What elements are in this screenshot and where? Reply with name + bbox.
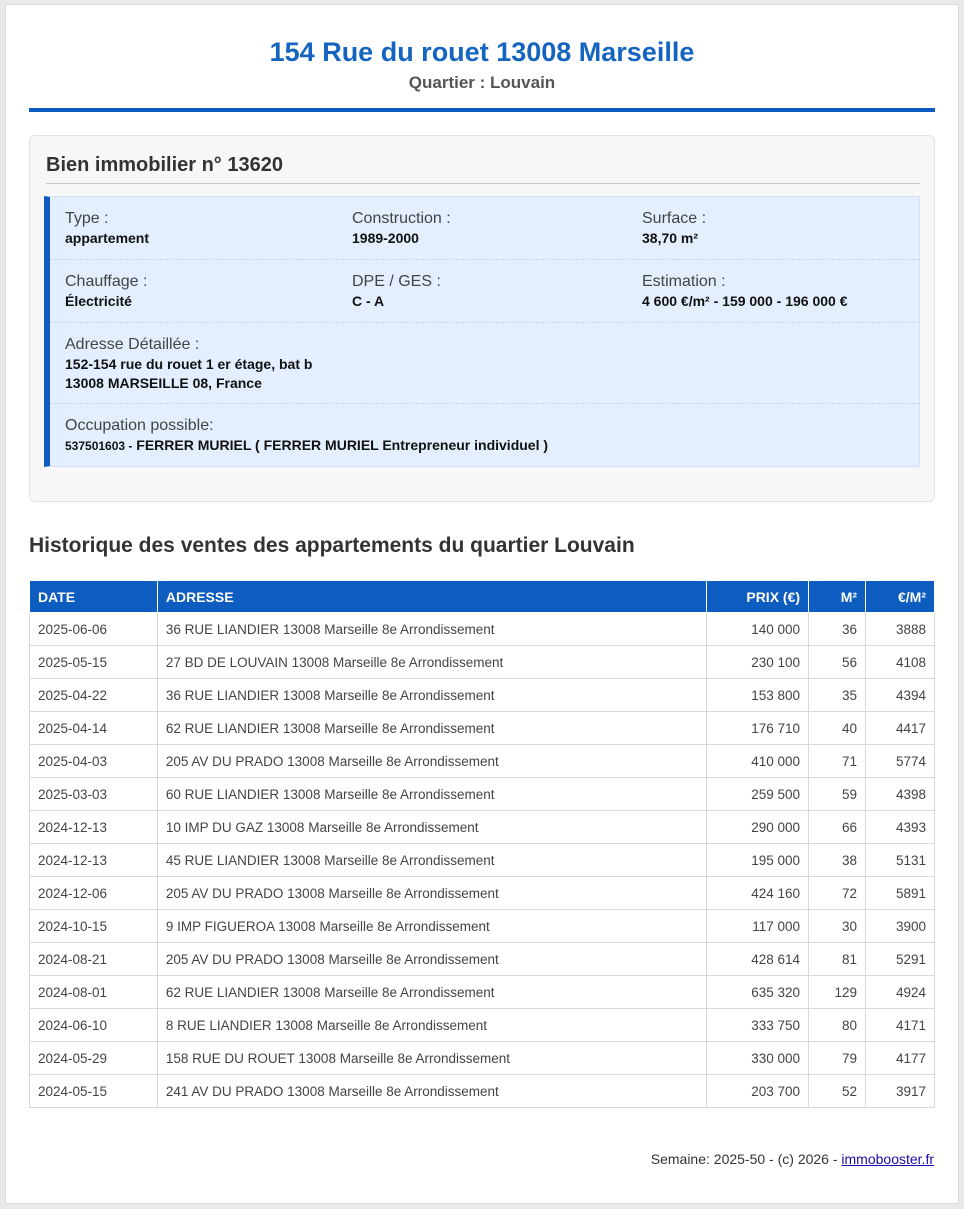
price-per-m2-cell: 4394	[866, 679, 935, 712]
address-cell: 62 RUE LIANDIER 13008 Marseille 8e Arrondissement	[157, 712, 706, 745]
dpe-label: DPE / GES :	[352, 273, 441, 290]
footer-site-link[interactable]: immobooster.fr	[841, 1151, 934, 1167]
type-label: Type :	[65, 210, 109, 227]
area-cell: 59	[809, 778, 866, 811]
property-card	[29, 135, 935, 502]
address-cell: 9 IMP FIGUEROA 13008 Marseille 8e Arrondissement	[157, 910, 706, 943]
price-cell: 153 800	[707, 679, 809, 712]
area-cell: 129	[809, 976, 866, 1009]
price-cell: 230 100	[707, 646, 809, 679]
date-cell: 2025-05-15	[30, 646, 158, 679]
date-cell: 2024-06-10	[30, 1009, 158, 1042]
date-cell: 2025-04-22	[30, 679, 158, 712]
table-row	[30, 646, 935, 679]
price-cell: 410 000	[707, 745, 809, 778]
page-title: 154 Rue du rouet 13008 Marseille	[269, 37, 695, 67]
table-row	[30, 976, 935, 1009]
price-per-m2-cell: 4108	[866, 646, 935, 679]
date-cell: 2025-04-03	[30, 745, 158, 778]
table-header-row	[30, 581, 935, 613]
price-per-m2-cell: 4924	[866, 976, 935, 1009]
table-row	[30, 943, 935, 976]
date-cell: 2025-03-03	[30, 778, 158, 811]
sales-history-title: Historique des ventes des appartements du quartier Louvain	[29, 534, 635, 557]
area-cell: 79	[809, 1042, 866, 1075]
dpe-value: C - A	[352, 293, 385, 309]
occupation-value: FERRER MURIEL ( FERRER MURIEL Entrepreneur individuel )	[136, 437, 549, 453]
estimate-label: Estimation :	[642, 273, 726, 290]
info-row-occupation	[50, 404, 920, 466]
heating-field	[65, 272, 147, 311]
area-cell: 81	[809, 943, 866, 976]
area-cell: 72	[809, 877, 866, 910]
column-header-date: DATE	[30, 581, 158, 613]
address-cell: 45 RUE LIANDIER 13008 Marseille 8e Arrondissement	[157, 844, 706, 877]
address-cell: 205 AV DU PRADO 13008 Marseille 8e Arrondissement	[157, 943, 706, 976]
area-cell: 56	[809, 646, 866, 679]
table-row	[30, 844, 935, 877]
area-cell: 52	[809, 1075, 866, 1108]
price-cell: 428 614	[707, 943, 809, 976]
address-cell: 205 AV DU PRADO 13008 Marseille 8e Arrondissement	[157, 745, 706, 778]
construction-value: 1989-2000	[352, 230, 419, 246]
address-cell: 205 AV DU PRADO 13008 Marseille 8e Arrondissement	[157, 877, 706, 910]
address-cell: 60 RUE LIANDIER 13008 Marseille 8e Arrondissement	[157, 778, 706, 811]
column-header-area: M²	[809, 581, 866, 613]
price-per-m2-cell: 5131	[866, 844, 935, 877]
property-info-panel	[44, 196, 920, 467]
price-per-m2-cell: 4177	[866, 1042, 935, 1075]
area-cell: 40	[809, 712, 866, 745]
date-cell: 2024-12-13	[30, 844, 158, 877]
table-row	[30, 910, 935, 943]
sales-table-body	[30, 613, 935, 1108]
table-row	[30, 1009, 935, 1042]
price-per-m2-cell: 4171	[866, 1009, 935, 1042]
occupation-field	[65, 416, 548, 456]
heating-label: Chauffage :	[65, 273, 148, 290]
address-cell: 241 AV DU PRADO 13008 Marseille 8e Arrondissement	[157, 1075, 706, 1108]
date-cell: 2024-05-15	[30, 1075, 158, 1108]
area-cell: 66	[809, 811, 866, 844]
footer	[651, 1151, 934, 1167]
column-header-address: ADRESSE	[157, 581, 706, 613]
price-cell: 203 700	[707, 1075, 809, 1108]
surface-field	[642, 209, 706, 248]
price-cell: 176 710	[707, 712, 809, 745]
address-cell: 36 RUE LIANDIER 13008 Marseille 8e Arrondissement	[157, 613, 706, 646]
price-cell: 117 000	[707, 910, 809, 943]
table-row	[30, 613, 935, 646]
dpe-field	[352, 272, 441, 311]
info-row-address	[50, 323, 920, 404]
info-row-energy	[50, 260, 920, 323]
type-field	[65, 209, 149, 248]
price-per-m2-cell: 4393	[866, 811, 935, 844]
area-cell: 36	[809, 613, 866, 646]
price-per-m2-cell: 5774	[866, 745, 935, 778]
price-cell: 424 160	[707, 877, 809, 910]
date-cell: 2025-06-06	[30, 613, 158, 646]
area-cell: 35	[809, 679, 866, 712]
price-cell: 333 750	[707, 1009, 809, 1042]
construction-field	[352, 209, 451, 248]
price-cell: 290 000	[707, 811, 809, 844]
sales-table	[29, 580, 935, 1108]
price-per-m2-cell: 4398	[866, 778, 935, 811]
property-title: Bien immobilier n° 13620	[46, 154, 920, 184]
footer-text: Semaine: 2025-50 - (c) 2026 -	[650, 1151, 838, 1167]
address-cell: 62 RUE LIANDIER 13008 Marseille 8e Arrondissement	[157, 976, 706, 1009]
table-row	[30, 811, 935, 844]
area-cell: 30	[809, 910, 866, 943]
column-header-price-per-m2: €/M²	[866, 581, 935, 613]
page	[5, 4, 959, 1204]
table-row	[30, 877, 935, 910]
address-cell: 8 RUE LIANDIER 13008 Marseille 8e Arrondissement	[157, 1009, 706, 1042]
date-cell: 2024-08-21	[30, 943, 158, 976]
address-cell: 36 RUE LIANDIER 13008 Marseille 8e Arrondissement	[157, 679, 706, 712]
occupation-line	[65, 436, 548, 456]
price-cell: 140 000	[707, 613, 809, 646]
page-header	[6, 5, 958, 93]
occupation-label: Occupation possible:	[65, 417, 214, 434]
date-cell: 2024-08-01	[30, 976, 158, 1009]
address-line1: 152-154 rue du rouet 1 er étage, bat b	[65, 356, 313, 372]
address-cell: 27 BD DE LOUVAIN 13008 Marseille 8e Arrondissement	[157, 646, 706, 679]
table-row	[30, 1042, 935, 1075]
date-cell: 2024-12-06	[30, 877, 158, 910]
date-cell: 2024-12-13	[30, 811, 158, 844]
estimate-value: 4 600 €/m² - 159 000 - 196 000 €	[642, 293, 848, 309]
address-cell: 158 RUE DU ROUET 13008 Marseille 8e Arrondissement	[157, 1042, 706, 1075]
address-label: Adresse Détaillée :	[65, 336, 200, 353]
price-cell: 259 500	[707, 778, 809, 811]
surface-value: 38,70 m²	[642, 230, 699, 246]
area-cell: 80	[809, 1009, 866, 1042]
table-row	[30, 679, 935, 712]
area-cell: 38	[809, 844, 866, 877]
price-cell: 195 000	[707, 844, 809, 877]
page-subtitle: Quartier : Louvain	[408, 73, 556, 92]
date-cell: 2024-10-15	[30, 910, 158, 943]
header-divider	[29, 108, 935, 112]
construction-label: Construction :	[352, 210, 451, 227]
address-cell: 10 IMP DU GAZ 13008 Marseille 8e Arrondissement	[157, 811, 706, 844]
table-row	[30, 1075, 935, 1108]
price-per-m2-cell: 5891	[866, 877, 935, 910]
date-cell: 2025-04-14	[30, 712, 158, 745]
info-row-general	[50, 197, 920, 260]
estimate-field	[642, 272, 847, 311]
table-row	[30, 712, 935, 745]
column-header-price: PRIX (€)	[707, 581, 809, 613]
price-per-m2-cell: 4417	[866, 712, 935, 745]
price-per-m2-cell: 3900	[866, 910, 935, 943]
date-cell: 2024-05-29	[30, 1042, 158, 1075]
price-per-m2-cell: 5291	[866, 943, 935, 976]
table-row	[30, 745, 935, 778]
type-value: appartement	[65, 230, 150, 246]
price-cell: 635 320	[707, 976, 809, 1009]
address-line2: 13008 MARSEILLE 08, France	[65, 375, 262, 391]
price-per-m2-cell: 3888	[866, 613, 935, 646]
price-cell: 330 000	[707, 1042, 809, 1075]
area-cell: 71	[809, 745, 866, 778]
heating-value: Électricité	[65, 293, 132, 309]
address-field	[65, 335, 312, 393]
table-row	[30, 778, 935, 811]
price-per-m2-cell: 3917	[866, 1075, 935, 1108]
surface-label: Surface :	[642, 210, 707, 227]
occupation-siren: 537501603 -	[65, 439, 133, 453]
